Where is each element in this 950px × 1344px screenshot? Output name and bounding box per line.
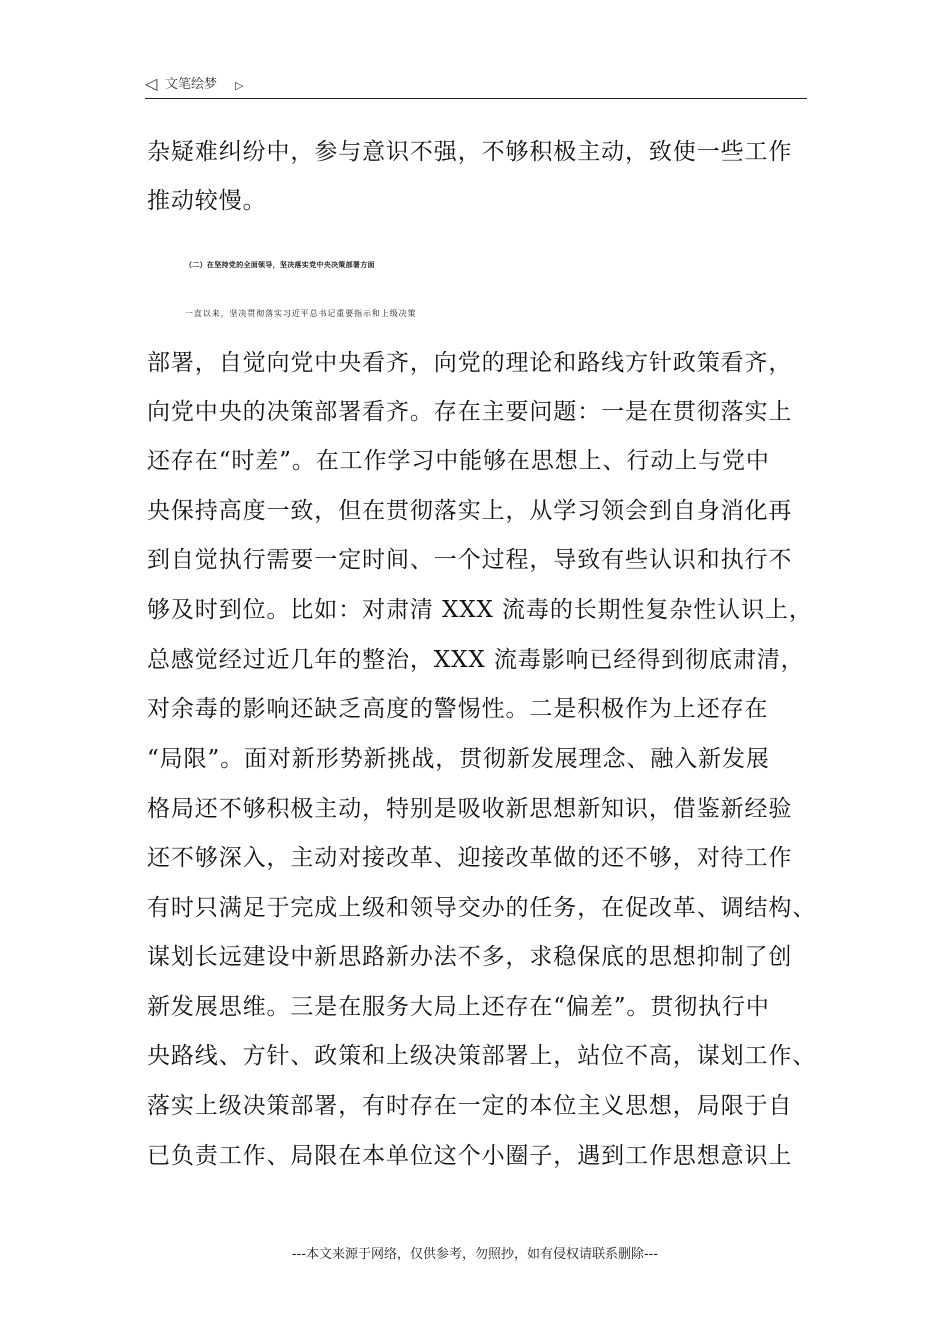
left-triangle-icon: ◁ xyxy=(145,74,158,93)
text-line: 向党中央的决策部署看齐。存在主要问题：一是在贯彻落实上 xyxy=(147,399,793,425)
text-line: 总感觉经过近几年的整治，XXX 流毒影响已经得到彻底肃清， xyxy=(147,647,805,673)
page-footer: ---本文来源于网络，仅供参考，勿照抄，如有侵权请联系删除--- xyxy=(291,1247,659,1262)
right-triangle-icon: ▷ xyxy=(235,79,244,92)
text-line: 落实上级决策部署，有时存在一定的本位主义思想，局限于自 xyxy=(147,1093,793,1119)
text-line: 推动较慢。 xyxy=(147,188,267,214)
text-line: 央保持高度一致，但在贯彻落实上，从学习领会到自身消化再 xyxy=(147,498,793,524)
text-line: 到自觉执行需要一定时间、一个过程，导致有些认识和执行不 xyxy=(147,547,793,573)
text-line: 已负责工作、局限在本单位这个小圈子，遇到工作思想意识上 xyxy=(147,1143,793,1169)
text-line: 有时只满足于完成上级和领导交办的任务，在促改革、调结构、 xyxy=(147,895,817,921)
text-line: 还存在“时差”。在工作学习中能够在思想上、行动上与党中 xyxy=(147,448,770,474)
text-line: 谋划长远建设中新思路新办法不多，求稳保底的思想抑制了创 xyxy=(147,944,793,970)
text-line: 杂疑难纠纷中，参与意识不强，不够积极主动，致使一些工作 xyxy=(147,139,793,165)
text-line: “局限”。面对新形势新挑战，贯彻新发展理念、融入新发展 xyxy=(147,746,770,772)
text-line: 新发展思维。三是在服务大局上还存在“偏差”。贯彻执行中 xyxy=(147,994,770,1020)
page-header xyxy=(145,72,807,99)
text-line: 央路线、方针、政策和上级决策部署上，站位不高，谋划工作、 xyxy=(147,1043,817,1069)
text-line: 部署，自觉向党中央看齐，向党的理论和路线方针政策看齐， xyxy=(147,350,793,376)
text-line: 够及时到位。比如：对肃清 XXX 流毒的长期性复杂性认识上， xyxy=(147,597,813,623)
text-line: 格局还不够积极主动，特别是吸收新思想新知识，借鉴新经验 xyxy=(147,796,793,822)
text-line: 还不够深入，主动对接改革、迎接改革做的还不够，对待工作 xyxy=(147,845,793,871)
text-line: 对余毒的影响还缺乏高度的警惕性。二是积极作为上还存在 xyxy=(147,696,769,722)
text-line: 一直以来，坚决贯彻落实习近平总书记重要指示和上级决策 xyxy=(185,309,417,318)
header-title: 文笔绘梦 xyxy=(165,77,218,92)
section-heading: （二）在坚持党的全面领导，坚决落实党中央决策部署方面 xyxy=(185,261,375,269)
